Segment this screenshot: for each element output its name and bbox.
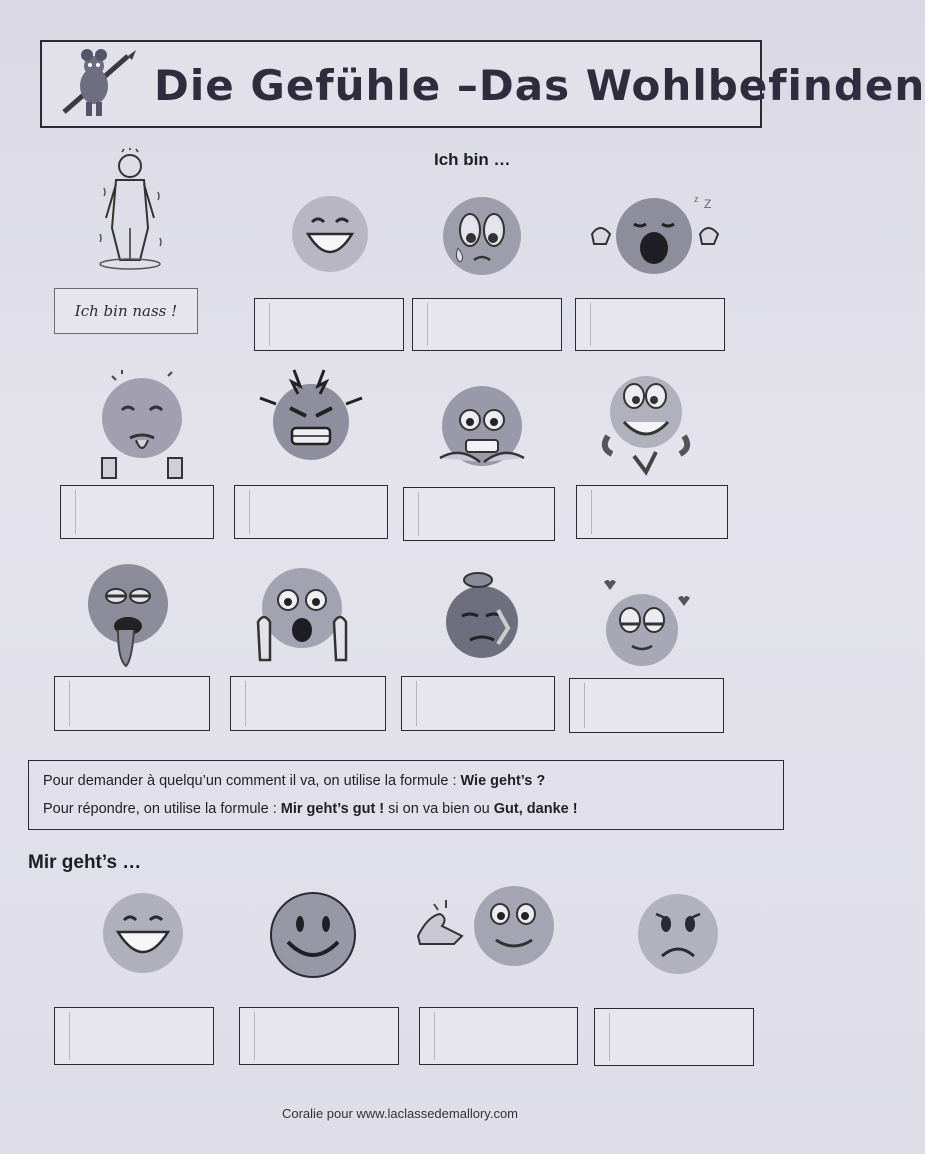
- info-phrase-gut-danke: Gut, danke !: [493, 801, 578, 817]
- info-phrase-mir-gehts-gut: Mir geht’s gut !: [280, 801, 385, 817]
- svg-text:Z: Z: [704, 197, 712, 211]
- answer-box-row4-1[interactable]: [54, 1007, 214, 1065]
- laughing-emoji-icon: [290, 194, 370, 274]
- answer-box-row3-3[interactable]: [401, 676, 555, 731]
- smiley-emoji-icon: [268, 890, 358, 980]
- info-line-1: [43, 767, 783, 795]
- tired-yawning-emoji-icon: [588, 194, 722, 278]
- answer-box-row2-2[interactable]: [234, 485, 388, 539]
- title-banner: [40, 40, 925, 128]
- info-box: [28, 760, 784, 830]
- page-title: Die Gefühle –Das Wohlbefinden: [154, 61, 925, 110]
- silly-emoji-icon: [594, 374, 698, 476]
- section-heading-ich-bin: Ich bin …: [434, 150, 511, 169]
- sick-emoji-icon: [92, 366, 192, 482]
- mouse-with-pencil-icon: [54, 46, 140, 124]
- info-phrase-wie-gehts: Wie geht’s ?: [460, 773, 546, 789]
- info-line-2-middle: si on va bien ou: [384, 801, 494, 817]
- info-line-1-text: Pour demander à quelqu’un comment il va, on utilise la formule :: [43, 773, 461, 789]
- answer-box-row2-1[interactable]: [60, 485, 214, 539]
- answer-box-row1-3[interactable]: [575, 298, 725, 351]
- section-heading-mir-gehts: Mir geht’s …: [28, 852, 142, 873]
- info-line-2: [43, 795, 783, 823]
- answer-box-row4-3[interactable]: [419, 1007, 578, 1065]
- answer-box-row2-4[interactable]: [576, 485, 728, 539]
- sad-emoji-icon: [632, 892, 724, 976]
- shocked-emoji-icon: [256, 566, 348, 668]
- laughing-emoji-icon: [100, 890, 186, 976]
- answer-box-row1-2[interactable]: [412, 298, 562, 351]
- bored-emoji-icon: [84, 562, 172, 670]
- answer-box-row3-2[interactable]: [230, 676, 386, 731]
- hurt-emoji-icon: [442, 570, 522, 664]
- answer-box-row4-4[interactable]: [594, 1008, 754, 1066]
- answer-box-row4-2[interactable]: [239, 1007, 399, 1065]
- answer-box-row2-3[interactable]: [403, 487, 555, 541]
- waving-emoji-icon: [414, 882, 560, 972]
- answer-box-row3-1[interactable]: [54, 676, 210, 731]
- angry-emoji-icon: [254, 356, 368, 478]
- footer-credit: Coralie pour www.laclassedemallory.com: [281, 1106, 518, 1121]
- info-line-2-text: Pour répondre, on utilise la formule :: [43, 801, 281, 817]
- answer-box-row1-1[interactable]: [254, 298, 404, 351]
- in-love-emoji-icon: [598, 576, 694, 668]
- crying-emoji-icon: [440, 194, 524, 278]
- svg-text:z: z: [694, 194, 699, 204]
- example-answer-box: Ich bin nass !: [54, 288, 198, 334]
- answer-box-row3-4[interactable]: [569, 678, 724, 733]
- wet-person-icon: [92, 148, 168, 272]
- scared-emoji-icon: [436, 382, 528, 474]
